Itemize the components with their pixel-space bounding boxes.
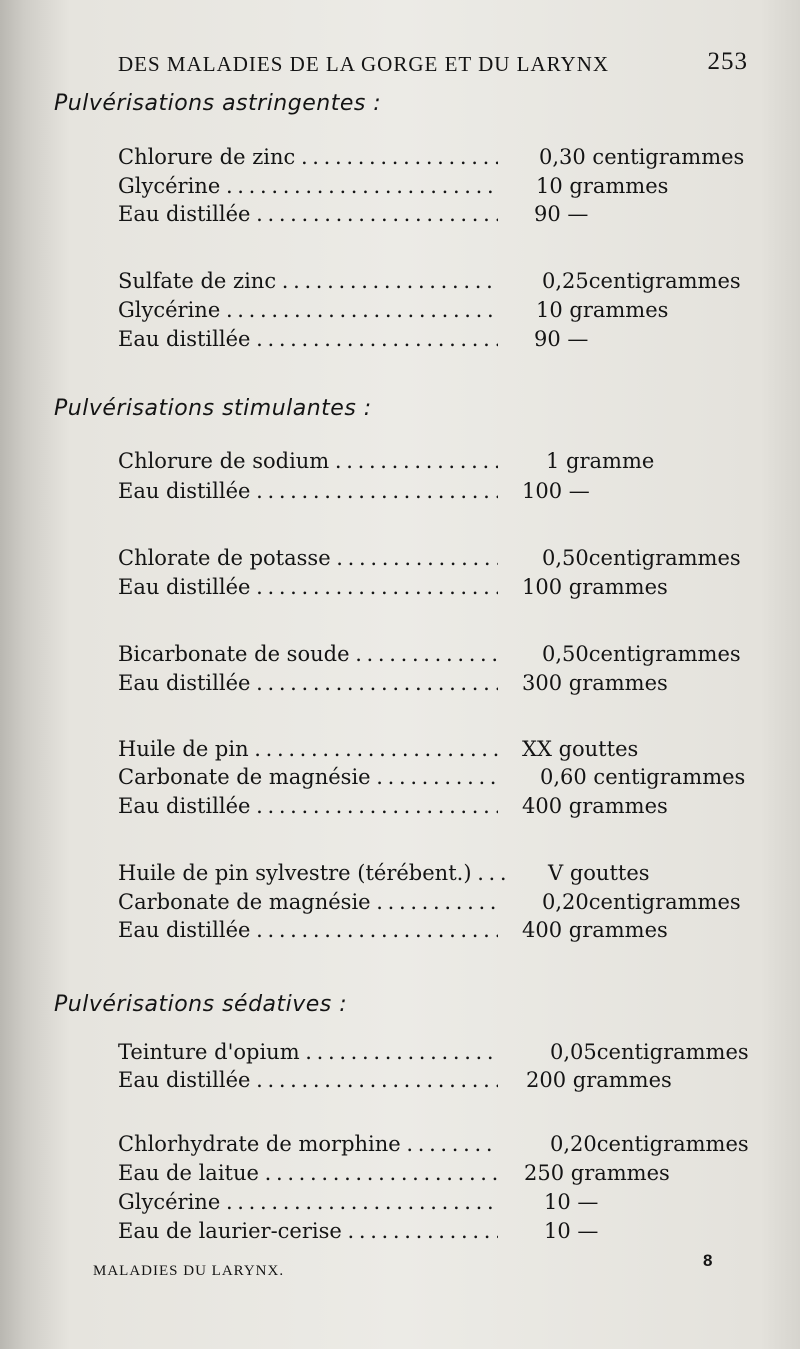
ingredient-name: Glycérine . . . — [118, 174, 498, 198]
ingredient-quantity: XX gouttes — [522, 737, 639, 761]
ingredient-quantity: 0,30 centigrammes — [539, 145, 745, 169]
ingredient-name: Glycérine . . . — [118, 1190, 498, 1214]
ingredient-line — [118, 794, 758, 824]
ingredient-line — [118, 269, 758, 299]
running-head — [118, 48, 748, 80]
ingredient-quantity: 0,60 centigrammes — [540, 765, 746, 789]
ingredient-name: Eau distillée . . . — [118, 1068, 498, 1092]
ingredient-quantity: 0,50centigrammes — [542, 642, 741, 666]
ingredient-name: Bicarbonate de soude . . . — [118, 642, 498, 666]
ingredient-line — [118, 1190, 758, 1220]
section-title-stimulantes: Pulvérisations stimulantes : — [54, 396, 372, 421]
ingredient-line — [118, 642, 758, 672]
ingredient-line — [118, 145, 758, 175]
ingredient-quantity: 100 — — [522, 479, 590, 503]
ingredient-name: Chlorate de potasse . . . — [118, 546, 498, 570]
ingredient-name: Eau distillée . . . — [118, 794, 498, 818]
running-head-title: DES MALADIES DE LA GORGE ET DU LARYNX — [118, 52, 610, 76]
ingredient-quantity: 0,25centigrammes — [542, 269, 741, 293]
ingredient-quantity: 100 grammes — [522, 575, 668, 599]
ingredient-line — [118, 671, 758, 701]
ingredient-name: Huile de pin sylvestre (térébent.) . . . — [118, 861, 508, 885]
ingredient-name: Eau distillée . . . — [118, 918, 498, 942]
ingredient-name: Chlorure de sodium . . . — [118, 449, 498, 473]
ingredient-line — [118, 174, 758, 204]
ingredient-name: Eau distillée . . . — [118, 575, 498, 599]
ingredient-line — [118, 765, 758, 795]
ingredient-quantity: 10 — — [544, 1190, 599, 1214]
ingredient-quantity: 0,50centigrammes — [542, 546, 741, 570]
ingredient-line — [118, 737, 758, 767]
ingredient-name: Chlorhydrate de morphine . . . — [118, 1132, 498, 1156]
ingredient-line — [118, 202, 758, 232]
ingredient-quantity: 0,20centigrammes — [542, 890, 741, 914]
ingredient-line — [118, 575, 758, 605]
ingredient-name: Eau distillée . . . — [118, 479, 498, 503]
section-title-sedatives: Pulvérisations sédatives : — [54, 992, 348, 1017]
ingredient-quantity: 200 grammes — [526, 1068, 672, 1092]
ingredient-quantity: 300 grammes — [522, 671, 668, 695]
ingredient-name: Eau distillée . . . — [118, 202, 498, 226]
ingredient-name: Teinture d'opium . . . — [118, 1040, 498, 1064]
ingredient-quantity: 400 grammes — [522, 794, 668, 818]
ingredient-quantity: 10 — — [544, 1219, 599, 1243]
ingredient-name: Glycérine . . . — [118, 298, 498, 322]
ingredient-line — [118, 449, 758, 479]
ingredient-name: Carbonate de magnésie . . . — [118, 890, 498, 914]
ingredient-name: Chlorure de zinc . . . — [118, 145, 498, 169]
ingredient-line — [118, 1040, 758, 1070]
ingredient-line — [118, 1132, 758, 1162]
ingredient-name: Eau de laitue . . . — [118, 1161, 498, 1185]
ingredient-line — [118, 1219, 758, 1249]
ingredient-quantity: V gouttes — [548, 861, 650, 885]
signature-mark: MALADIES DU LARYNX. — [93, 1263, 285, 1279]
page-number: 253 — [707, 48, 748, 75]
ingredient-quantity: 250 grammes — [524, 1161, 670, 1185]
ingredient-quantity: 0,05centigrammes — [550, 1040, 749, 1064]
ingredient-quantity: 10 grammes — [536, 174, 669, 198]
signature-number: 8 — [703, 1251, 713, 1270]
ingredient-quantity: 0,20centigrammes — [550, 1132, 749, 1156]
ingredient-name: Eau distillée . . . — [118, 671, 498, 695]
ingredient-line — [118, 1161, 758, 1191]
ingredient-line — [118, 327, 758, 357]
ingredient-name: Eau distillée . . . — [118, 327, 498, 351]
ingredient-quantity: 90 — — [534, 327, 589, 351]
ingredient-quantity: 400 grammes — [522, 918, 668, 942]
ingredient-quantity: 1 gramme — [546, 449, 655, 473]
ingredient-line — [118, 918, 758, 948]
section-title-astringentes: Pulvérisations astringentes : — [54, 91, 382, 116]
ingredient-quantity: 10 grammes — [536, 298, 669, 322]
ingredient-line — [118, 479, 758, 509]
ingredient-line — [118, 861, 758, 891]
ingredient-name: Sulfate de zinc . . . — [118, 269, 498, 293]
ingredient-line — [118, 890, 758, 920]
ingredient-name: Carbonate de magnésie . . . — [118, 765, 498, 789]
ingredient-name: Eau de laurier-cerise . . . — [118, 1219, 498, 1243]
ingredient-line — [118, 1068, 758, 1098]
ingredient-name: Huile de pin . . . — [118, 737, 498, 761]
ingredient-line — [118, 546, 758, 576]
ingredient-line — [118, 298, 758, 328]
ingredient-quantity: 90 — — [534, 202, 589, 226]
